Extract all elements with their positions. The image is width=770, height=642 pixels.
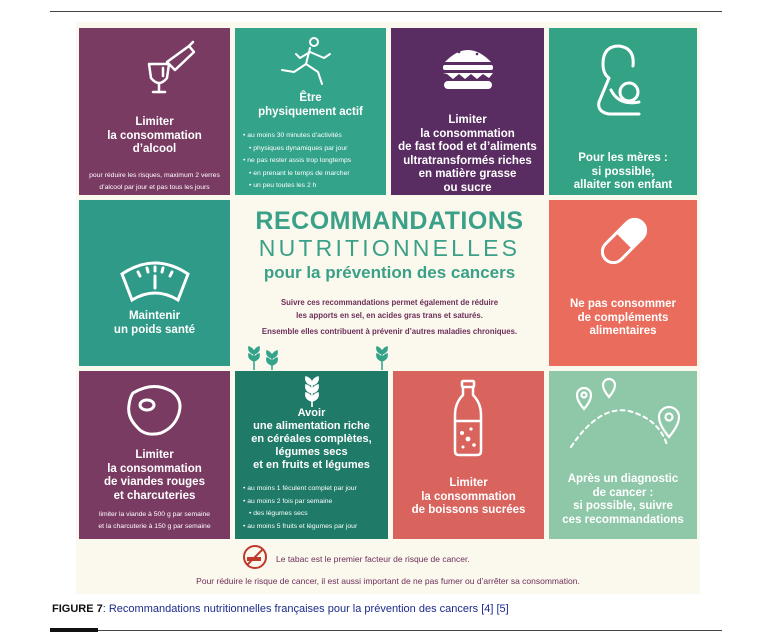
burger-icon	[439, 38, 497, 100]
bottom-rule	[50, 630, 722, 631]
meres-title-3: allaiter son enfant	[573, 179, 673, 191]
poids-title-1: Maintenir	[128, 310, 181, 322]
tile-diagnostic	[549, 371, 697, 539]
center-paragraph-1a: Suivre ces recommandations permet également de réduire	[280, 298, 499, 307]
physique-bullet-2: • physiques dynamiques par jour	[243, 143, 383, 156]
meres-title-2: si possible,	[591, 165, 655, 178]
physique-bullet-4: • en prenant le temps de marcher	[243, 168, 383, 181]
physique-title-1: Être	[299, 92, 322, 104]
pill-capsule-icon	[595, 212, 653, 270]
physique-title-2: physiquement actif	[258, 105, 363, 118]
cereales-bullet-3: • des légumes secs	[243, 508, 385, 521]
viandes-text-2: et la charcuterie à 150 g par semaine	[98, 523, 211, 530]
figure-caption-text: : Recommandations nutritionnelles françaises pour la prévention des cancers [4] [5]	[102, 603, 509, 615]
physique-bullet-1: • au moins 30 minutes d’activités	[243, 130, 383, 143]
boissons-title-1: Limiter	[449, 477, 488, 489]
viandes-text-1: limiter la viande à 500 g par semaine	[98, 511, 211, 518]
tile-fastfood	[391, 28, 544, 195]
fastfood-title-6: ou sucre	[443, 181, 492, 194]
fastfood-title-5: en matière grasse	[418, 168, 517, 180]
alcohol-text-2: d’alcool par jour et pas tous les jours	[99, 184, 210, 191]
physique-bullet-5: • un peu toutes les 2 h	[243, 180, 383, 193]
cereales-title-4: légumes secs	[275, 446, 348, 458]
soda-bottle-icon	[451, 379, 485, 457]
complements-title-1: Ne pas consommer	[569, 298, 677, 310]
boissons-title-2: la consommation	[421, 490, 516, 503]
cereales-bullet-1: • au moins 1 féculent complet par jour	[243, 483, 385, 496]
physique-bullet-3: • ne pas rester assis trop longtemps	[243, 155, 383, 168]
wine-bottle-glass-icon	[127, 38, 197, 94]
breastfeeding-mother-icon	[589, 40, 659, 120]
alcohol-text-1: pour réduire les risques, maximum 2 verres	[89, 172, 220, 179]
wheat-icon	[297, 375, 327, 407]
alcohol-title-3: d’alcool	[132, 143, 177, 155]
tile-meres	[549, 28, 697, 195]
diagnostic-title-2: de cancer :	[592, 486, 654, 499]
alcohol-title-2: la consommation	[107, 129, 202, 142]
no-smoking-icon	[242, 544, 268, 570]
tile-complements	[549, 200, 697, 366]
alcohol-title-1: Limiter	[135, 116, 174, 128]
fumer-text: Pour réduire le risque de cancer, il est aussi important de ne pas fumer ou d’arrêter sa consommation.	[196, 576, 580, 586]
center-title-block	[235, 208, 544, 338]
cereales-title-1: Avoir	[297, 407, 326, 419]
viandes-title-4: et charcuteries	[113, 489, 196, 502]
diagnostic-title-3: si possible, suivre	[573, 500, 673, 512]
tile-cereales	[235, 371, 388, 539]
cereales-title-2: une alimentation riche	[253, 420, 370, 432]
viandes-title-2: la consommation	[107, 462, 202, 475]
poids-title-2: un poids santé	[113, 323, 196, 336]
infographic-poster	[76, 22, 700, 594]
cereales-title-5: et en fruits et légumes	[253, 459, 370, 471]
cereales-bullet-4: • au moins 5 fruits et légumes par jour	[243, 521, 385, 534]
tabac-text: Le tabac est le premier facteur de risque de cancer.	[276, 554, 470, 564]
tile-physique	[235, 28, 386, 195]
center-paragraph-2: Ensemble elles contribuent à prévenir d’autres maladies chroniques.	[261, 327, 518, 336]
complements-title-3: alimentaires	[589, 325, 657, 337]
diagnostic-title-1: Après un diagnostic	[567, 473, 679, 485]
tile-alcohol	[79, 28, 230, 195]
viandes-title-1: Limiter	[135, 449, 174, 461]
steak-icon	[121, 383, 187, 439]
map-pins-path-icon	[559, 375, 689, 457]
diagnostic-title-4: ces recommandations	[562, 513, 684, 526]
cereales-bullet-2: • au moins 2 fois par semaine	[243, 496, 385, 509]
figure-label: FIGURE 7	[52, 603, 103, 615]
boissons-title-3: de boissons sucrées	[411, 504, 526, 516]
complements-title-2: de compléments	[577, 311, 669, 324]
fastfood-title-1: Limiter	[448, 114, 487, 126]
running-person-icon	[270, 36, 350, 88]
scale-icon	[116, 256, 194, 306]
wheat-sprouts-icon	[248, 344, 398, 370]
top-rule	[50, 11, 722, 12]
meres-title-1: Pour les mères :	[578, 152, 668, 164]
fastfood-title-2: la consommation	[420, 127, 515, 140]
center-line2: NUTRITIONNELLES	[258, 235, 521, 261]
bottom-rule-accent	[50, 628, 98, 632]
cereales-title-3: en céréales complètes,	[251, 433, 372, 445]
tile-boissons	[393, 371, 544, 539]
center-paragraph-1b: les apports en sel, en acides gras trans et saturés.	[296, 311, 483, 320]
fastfood-title-3: de fast food et d’aliments	[398, 141, 537, 153]
tile-poids	[79, 200, 230, 366]
center-line3: pour la prévention des cancers	[263, 263, 516, 282]
center-line1: RECOMMANDATIONS	[255, 207, 524, 235]
viandes-title-3: de viandes rouges	[104, 476, 205, 488]
tile-viandes	[79, 371, 230, 539]
fastfood-title-4: ultratransformés riches	[403, 154, 532, 167]
figure-caption	[52, 603, 509, 615]
